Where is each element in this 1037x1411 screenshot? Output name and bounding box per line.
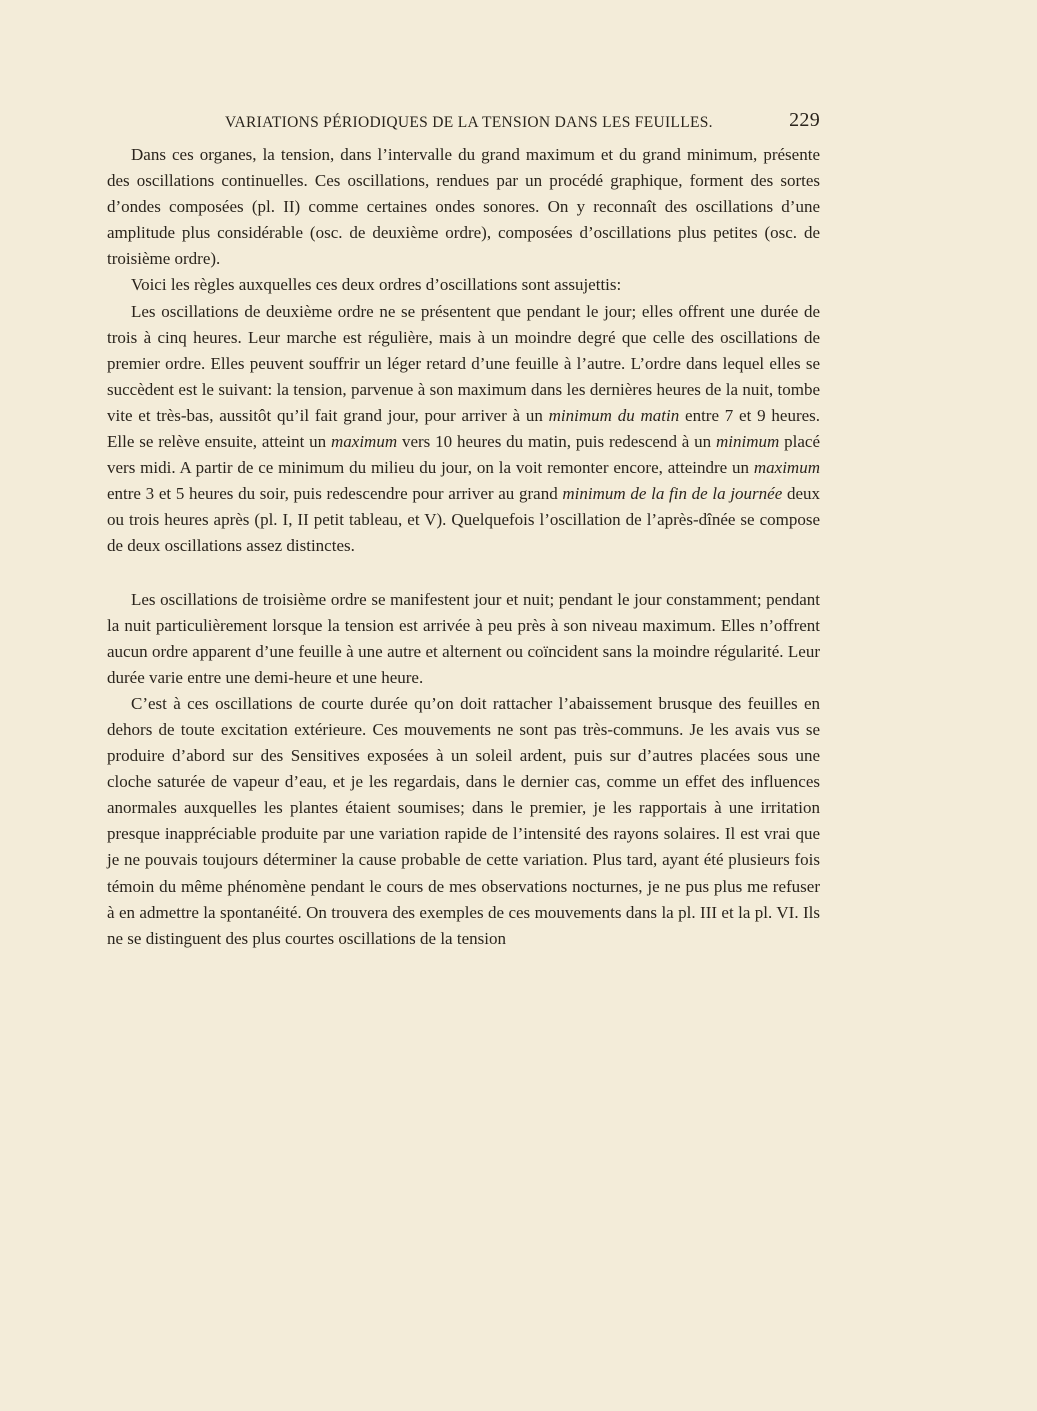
text-run: deux ou trois heures après (pl. I, II petit tableau, et V). Quelquefois l’oscillation de l’après-dînée se compose de deux oscillations assez distinctes. (107, 484, 820, 556)
text-run: entre 7 et 9 heures. Elle se relève ensuite, atteint un (107, 405, 821, 452)
emphasis-minimum-fin-journee: minimum de la fin de la journée (562, 484, 783, 504)
paragraph-rules-intro: Voici les règles auxquelles ces deux ordres d’oscillations sont assujettis: (131, 275, 622, 295)
emphasis-minimum: minimum (716, 432, 780, 452)
paragraph-oscillations-intro: Dans ces organes, la tension, dans l’intervalle du grand maximum et du grand minimum, présente des oscillations continuelles. Ces oscillations, rendues par un procédé graphique, forment des sortes d’ondes composées (pl. II) comme certaines ondes sonores. On y reconnaît des oscillations d’une amplitude plus considérable (osc. de deuxième ordre), composées d’oscillations plus petites (osc. de troisième ordre). (107, 145, 820, 269)
paragraph-second-order (107, 299, 820, 560)
running-header (107, 108, 820, 138)
page-number: 229 (789, 109, 820, 131)
paragraph-third-order: Les oscillations de troisième ordre se manifestent jour et nuit; pendant le jour constamment; pendant la nuit particulièrement lorsque la tension est arrivée à peu près à son niveau maximum. Elles n’offrent aucun ordre apparent d’une feuille à une autre et alternent ou coïncident sans la moindre régularité. Leur durée varie entre une demi-heure et une heure. (107, 589, 820, 687)
emphasis-maximum: maximum (331, 432, 398, 452)
text-run: vers 10 heures du matin, puis redescend à un (397, 432, 717, 452)
text-run: entre 3 et 5 heures du soir, puis redescendre pour arriver au grand (107, 484, 563, 504)
text-run: Les oscillations de deuxième ordre ne se présentent que pendant le jour; elles offrent une durée de trois à cinq heures. Leur marche est régulière, mais à un moindre degré que celle des oscillations de premier ordre. Elles peuvent souffrir un léger retard d’une feuille à l’autre. L’ordre dans lequel elles se succèdent est le suivant: la tension, parvenue à son maximum dans les dernières heures de la nuit, tombe vite et très-bas, aussitôt qu’il fait grand jour, pour arriver à un (107, 301, 820, 425)
emphasis-maximum: maximum (753, 458, 820, 478)
running-title: VARIATIONS PÉRIODIQUES DE LA TENSION DANS LES FEUILLES. (225, 114, 713, 131)
text-run: placé vers midi. A partir de ce minimum du milieu du jour, on la voit remonter encore, atteindre un (107, 432, 821, 478)
paragraph-abrupt-lowering: C’est à ces oscillations de courte durée qu’on doit rattacher l’abaissement brusque des feuilles en dehors de toute excitation extérieure. Ces mouvements ne sont pas très-communs. Je les avais vus se produire d’abord sur des Sensitives exposées à un soleil ardent, puis sur d’autres placées sous une cloche saturée de vapeur d’eau, et je les regardais, dans le dernier cas, comme un effet des influences anormales auxquelles les plantes étaient soumises; dans le premier, je les rapportais à une irritation presque inappréciable produite par une variation rapide de l’intensité des rayons solaires. Il est vrai que je ne pouvais toujours déterminer la cause probable de cette variation. Plus tard, ayant été plusieurs fois témoin du même phénomène pendant le cours de mes observations nocturnes, je ne pus plus me refuser à en admettre la spontanéité. On trouvera des exemples de ces mouvements dans la pl. III et la pl. VI. Ils ne se distinguent des plus courtes oscillations de la tension (107, 693, 820, 948)
emphasis-minimum-matin: minimum du matin (548, 405, 680, 425)
page (107, 108, 820, 952)
